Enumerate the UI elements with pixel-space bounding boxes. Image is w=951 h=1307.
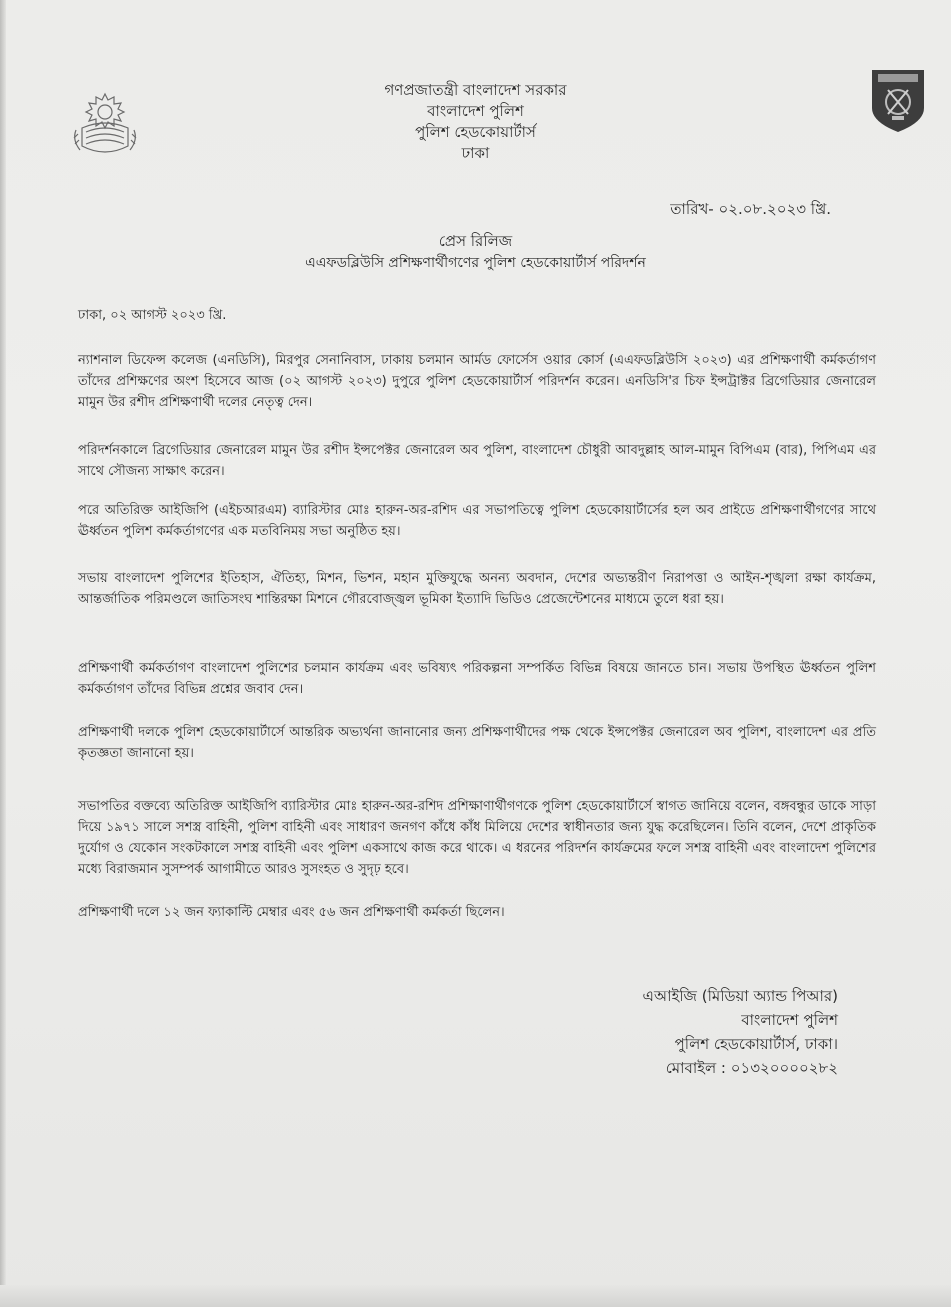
release-subtitle: এএফডব্লিউসি প্রশিক্ষণার্থীগণের পুলিশ হেডকোয়ার্টার্স পরিদর্শন	[305, 255, 646, 271]
signature-mobile: মোবাইল : ০১৩২০০০০২৮২	[665, 1059, 838, 1077]
signature-designation: এআইজি (মিডিয়া অ্যান্ড পিআর)	[642, 987, 838, 1005]
page-bottom-shadow	[0, 1285, 951, 1307]
paragraph-2: পরিদর্শনকালে ব্রিগেডিয়ার জেনারেল মামুন উর রশীদ ইন্সপেক্টর জেনারেল অব পুলিশ, বাংলাদেশ চৌধুরী আবদুল্লাহ আল-মামুন বিপিএম (বার), পিপিএম এর সাথে সৌজন্য সাক্ষাৎ করেন।	[78, 443, 876, 479]
paragraph-1: ন্যাশনাল ডিফেন্স কলেজ (এনডিসি), মিরপুর সেনানিবাস, ঢাকায় চলমান আর্মড ফোর্সেস ওয়ার কোর্স (এএফডব্লিউসি ২০২৩) এর প্রশিক্ষণার্থী কর্মকর্তাগণ তাঁদের প্রশিক্ষণের অংশ হিসেবে আজ (০২ আগস্ট ২০২৩) দুপুরে পুলিশ হেডকোয়ার্টার্স পরিদর্শন করেন। এনডিসি'র চিফ ইন্সট্রাক্টর ব্রিগেডিয়ার জেনারেল মামুন উর রশীদ প্রশিক্ষণার্থী দলের নেতৃত্ব দেন।	[78, 353, 876, 410]
signature-organization: বাংলাদেশ পুলিশ	[741, 1011, 838, 1029]
paragraph-3: পরে অতিরিক্ত আইজিপি (এইচআরএম) ব্যারিস্টার মোঃ হারুন-অর-রশিদ এর সভাপতিত্বে পুলিশ হেডকোয়ার্টার্সের হল অব প্রাইডে প্রশিক্ষণার্থীগণের সাথে ঊর্ধ্বতন পুলিশ কর্মকর্তাগণের এক মতবিনিময় সভা অনুষ্ঠিত হয়।	[78, 503, 876, 539]
header-police: বাংলাদেশ পুলিশ	[427, 102, 524, 120]
signature-office: পুলিশ হেডকোয়ার্টার্স, ঢাকা।	[674, 1035, 838, 1053]
header-city: ঢাকা	[461, 144, 490, 162]
header-headquarters: পুলিশ হেডকোয়ার্টার্স	[415, 123, 536, 141]
signature-block	[643, 984, 838, 1080]
release-title: প্রেস রিলিজ	[438, 232, 513, 250]
paragraph-6: প্রশিক্ষণার্থী দলকে পুলিশ হেডকোয়ার্টার্সে আন্তরিক অভ্যর্থনা জানানোর জন্য প্রশিক্ষণার্থীদের পক্ষ থেকে ইন্সপেক্টর জেনারেল অব পুলিশ, বাংলাদেশ এর প্রতি কৃতজ্ঞতা জানানো হয়।	[78, 725, 876, 761]
issue-date: তারিখ- ০২.০৮.২০২৩ খ্রি.	[670, 200, 831, 218]
dateline: ঢাকা, ০২ আগস্ট ২০২৩ খ্রি.	[78, 308, 227, 323]
paragraph-7: সভাপতির বক্তব্যে অতিরিক্ত আইজিপি ব্যারিস্টার মোঃ হারুন-অর-রশিদ প্রশিক্ষাণার্থীগণকে পুলিশ হেডকোয়ার্টার্সে স্বাগত জানিয়ে বলেন, বঙ্গবন্ধুর ডাকে সাড়া দিয়ে ১৯৭১ সালে সশস্ত্র বাহিনী, পুলিশ বাহিনী এবং সাধারণ জনগণ কাঁধে কাঁধ মিলিয়ে দেশের স্বাধীনতার জন্য যুদ্ধ করেছিলেন। তিনি বলেন, দেশে প্রাকৃতিক দুর্যোগ ও যেকোন সংকটকালে সশস্ত্র বাহিনী এবং পুলিশ একসাথে কাজ করে থাকে। এ ধরনের পরিদর্শন কার্যক্রমের ফলে সশস্ত্র বাহিনী এবং বাংলাদেশ পুলিশের মধ্যে বিরাজমান সুসম্পর্ক আগামীতে আরও সুসংহত ও সুদৃঢ় হবে।	[78, 799, 876, 877]
paragraph-4: সভায় বাংলাদেশ পুলিশের ইতিহাস, ঐতিহ্য, মিশন, ভিশন, মহান মুক্তিযুদ্ধে অনন্য অবদান, দেশের অভ্যন্তরীণ নিরাপত্তা ও আইন-শৃঙ্খলা রক্ষা কার্যক্রম, আন্তর্জাতিক পরিমণ্ডলে জাতিসংঘ শান্তিরক্ষা মিশনে গৌরবোজ্জ্বল ভূমিকা ইত্যাদি ভিডিও প্রেজেন্টেশনের মাধ্যমে তুলে ধরা হয়।	[78, 571, 876, 607]
paragraph-8: প্রশিক্ষণার্থী দলে ১২ জন ফ্যাকাল্টি মেম্বার এবং ৫৬ জন প্রশিক্ষণার্থী কর্মকর্তা ছিলেন।	[78, 905, 505, 920]
letterhead	[0, 80, 951, 164]
header-government: গণপ্রজাতন্ত্রী বাংলাদেশ সরকার	[384, 81, 567, 99]
release-heading	[0, 230, 951, 274]
paragraph-5: প্রশিক্ষণার্থী কর্মকর্তাগণ বাংলাদেশ পুলিশের চলমান কার্যক্রম এবং ভবিষ্যৎ পরিকল্পনা সম্পর্কিত বিভিন্ন বিষয়ে জানতে চান। সভায় উপস্থিত ঊর্ধ্বতন পুলিশ কর্মকর্তাগণ তাঁদের বিভিন্ন প্রশ্নের জবাব দেন।	[78, 661, 876, 697]
page-edge-shadow	[0, 0, 6, 1307]
